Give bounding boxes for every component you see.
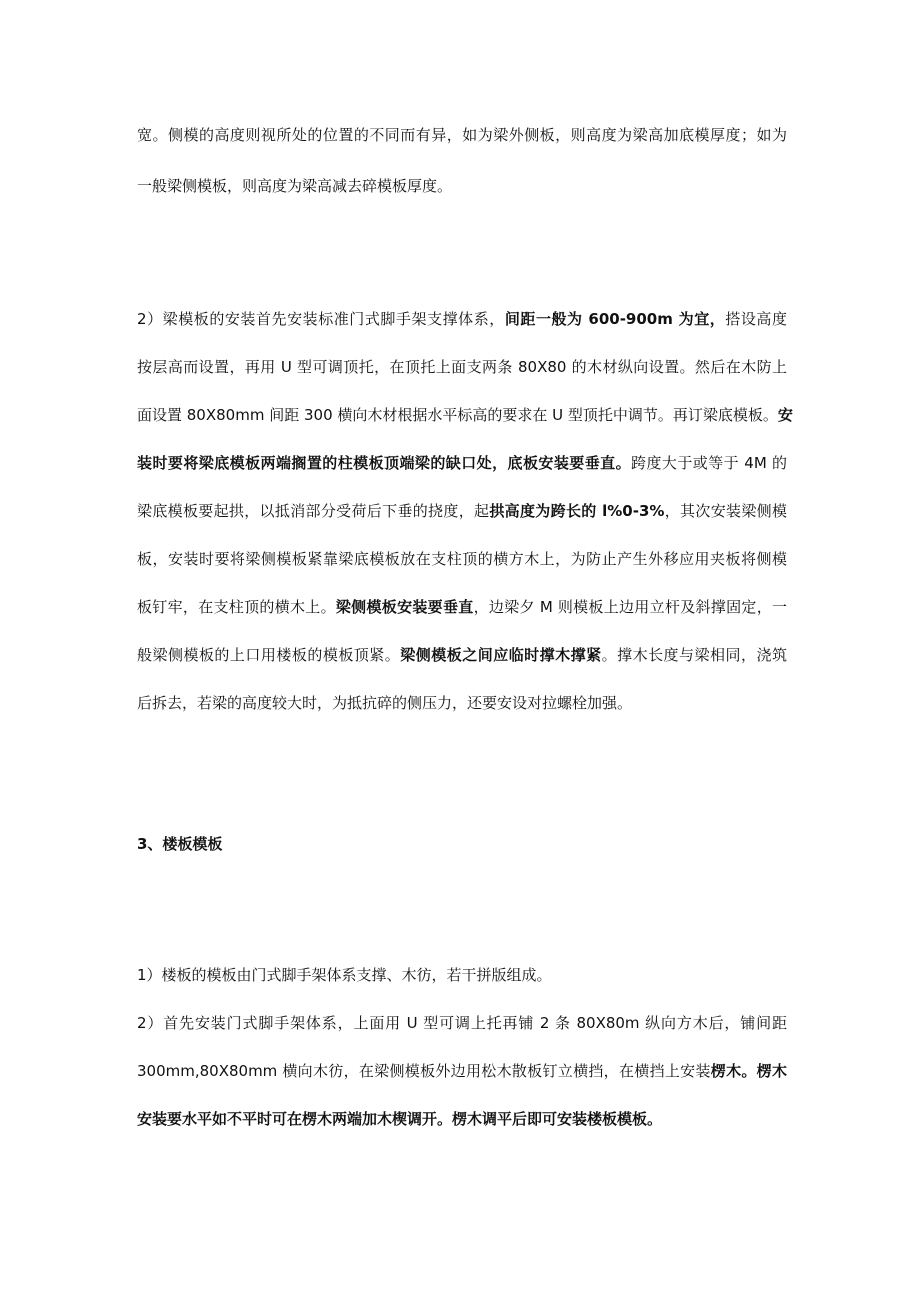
bold-text-run: 梁侧模板之间应临时撑木撑紧 [400,646,602,664]
text-run: 面设置 80X80mm 间距 300 横向木材根据水平标高的要求在 U 型顶托中调节。再订梁底模板。 [137,406,778,424]
text-run: ，其次安装梁侧模 [664,502,787,520]
text-run: 跨度大于或等于 4M 的 [631,454,787,472]
text-run: ，边梁夕 M 则模板上边用立杆及斜撑固定，一 [473,598,787,616]
text-run: 板钉牢，在支柱顶的横木上。 [137,598,336,616]
paragraph-line: 宽。侧模的高度则视所处的位置的不同而有异，如为梁外侧板，则高度为梁高加底模厚度；如为 [137,126,787,144]
bold-text-run: 拱高度为跨长的 l%0-3% [489,502,665,520]
text-run: 2）梁模板的安装首先安装标准门式脚手架支撑体系， [137,310,505,328]
paragraph-line: 按层高而设置，再用 U 型可调顶托，在顶托上面支两条 80X80 的木材纵向设置。然后在木防上 [137,358,787,376]
paragraph-line [137,452,787,474]
text-run: 300mm,80X80mm 横向木彷，在梁侧模板外边用松木散板钉立横挡，在横挡上安装 [137,1062,711,1080]
paragraph-line [137,500,787,522]
paragraph-line: 2）首先安装门式脚手架体系，上面用 U 型可调上托再铺 2 条 80X80m 纵向方木后，铺间距 [137,1014,787,1032]
paragraph-line: 安装要水平如不平时可在楞木两端加木楔调开。楞木调平后即可安装楼板模板。 [137,1110,663,1128]
text-run: 搭设高度 [725,310,787,328]
bold-text-run: 装时要将梁底模板两端搁置的柱模板顶端梁的缺口处，底板安装要垂直。 [137,454,632,472]
text-run: 梁底模板要起拱，以抵消部分受荷后下垂的挠度，起 [137,502,490,520]
paragraph-line: 一般梁侧模板，则高度为梁高减去碎模板厚度。 [137,177,453,195]
paragraph-line [137,1060,787,1082]
bold-text-run: 梁侧模板安装要垂直 [335,598,474,616]
paragraph-line: 1）楼板的模板由门式脚手架体系支撑、木彷，若干拼版组成。 [137,966,552,984]
paragraph-line [137,404,793,426]
paragraph-line [137,644,787,666]
text-run: 般梁侧模板的上口用楼板的模板顶紧。 [137,646,401,664]
bold-text-run: 安 [777,406,793,424]
text-run: 。撑木长度与梁相同，浇筑 [601,646,787,664]
section-heading: 3、楼板模板 [137,835,223,853]
paragraph-line: 后拆去，若梁的高度较大时，为抵抗碎的侧压力，还要安设对拉螺栓加强。 [137,694,633,712]
paragraph-line [137,308,787,330]
paragraph-line: 板，安装时要将梁侧模板紧靠梁底模板放在支柱顶的横方木上，为防止产生外移应用夹板将侧模 [137,550,787,568]
bold-text-run: 楞木。楞木 [710,1062,787,1080]
bold-text-run: 间距一般为 600-900m 为宜， [504,310,726,328]
paragraph-line [137,596,787,618]
